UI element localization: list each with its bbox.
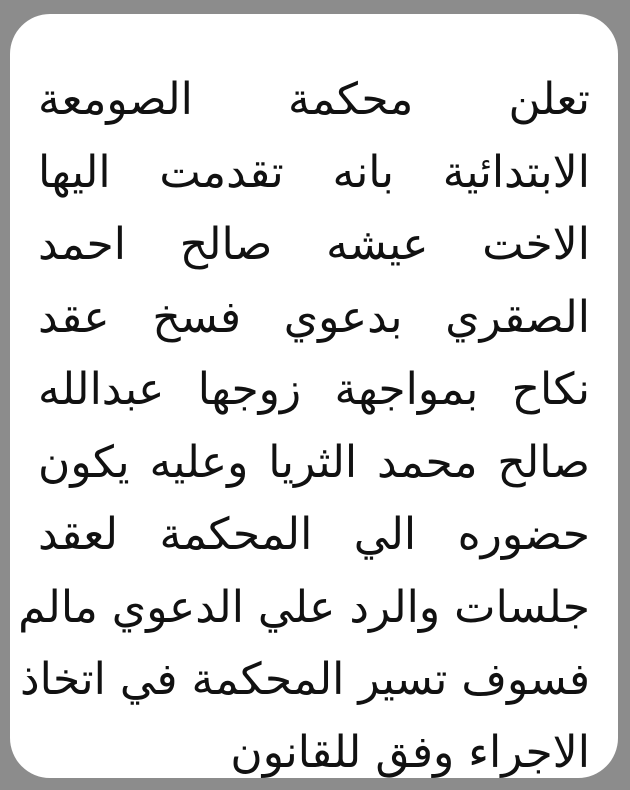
notice-line: تعلن محكمة الصومعة [38, 74, 590, 125]
notice-line: صالح محمد الثريا وعليه يكون [38, 436, 590, 488]
notice-line: الاخت عيشه صالح احمد [38, 219, 590, 270]
notice-line: حضوره الي المحكمة لعقد [38, 509, 590, 560]
notice-line: الابتدائية بانه تقدمت اليها [38, 146, 590, 198]
notice-line: نكاح بمواجهة زوجها عبدالله [38, 364, 590, 415]
court-notice-text [18, 64, 590, 778]
notice-line: جلسات والرد علي الدعوي مالم [18, 581, 590, 633]
notice-line: فسوف تسير المحكمة في اتخاذ [19, 654, 590, 705]
notice-line: الصقري بدعوي فسخ عقد [38, 291, 590, 343]
notice-frame [10, 14, 618, 778]
notice-line: الاجراء وفق للقانون [230, 726, 590, 778]
